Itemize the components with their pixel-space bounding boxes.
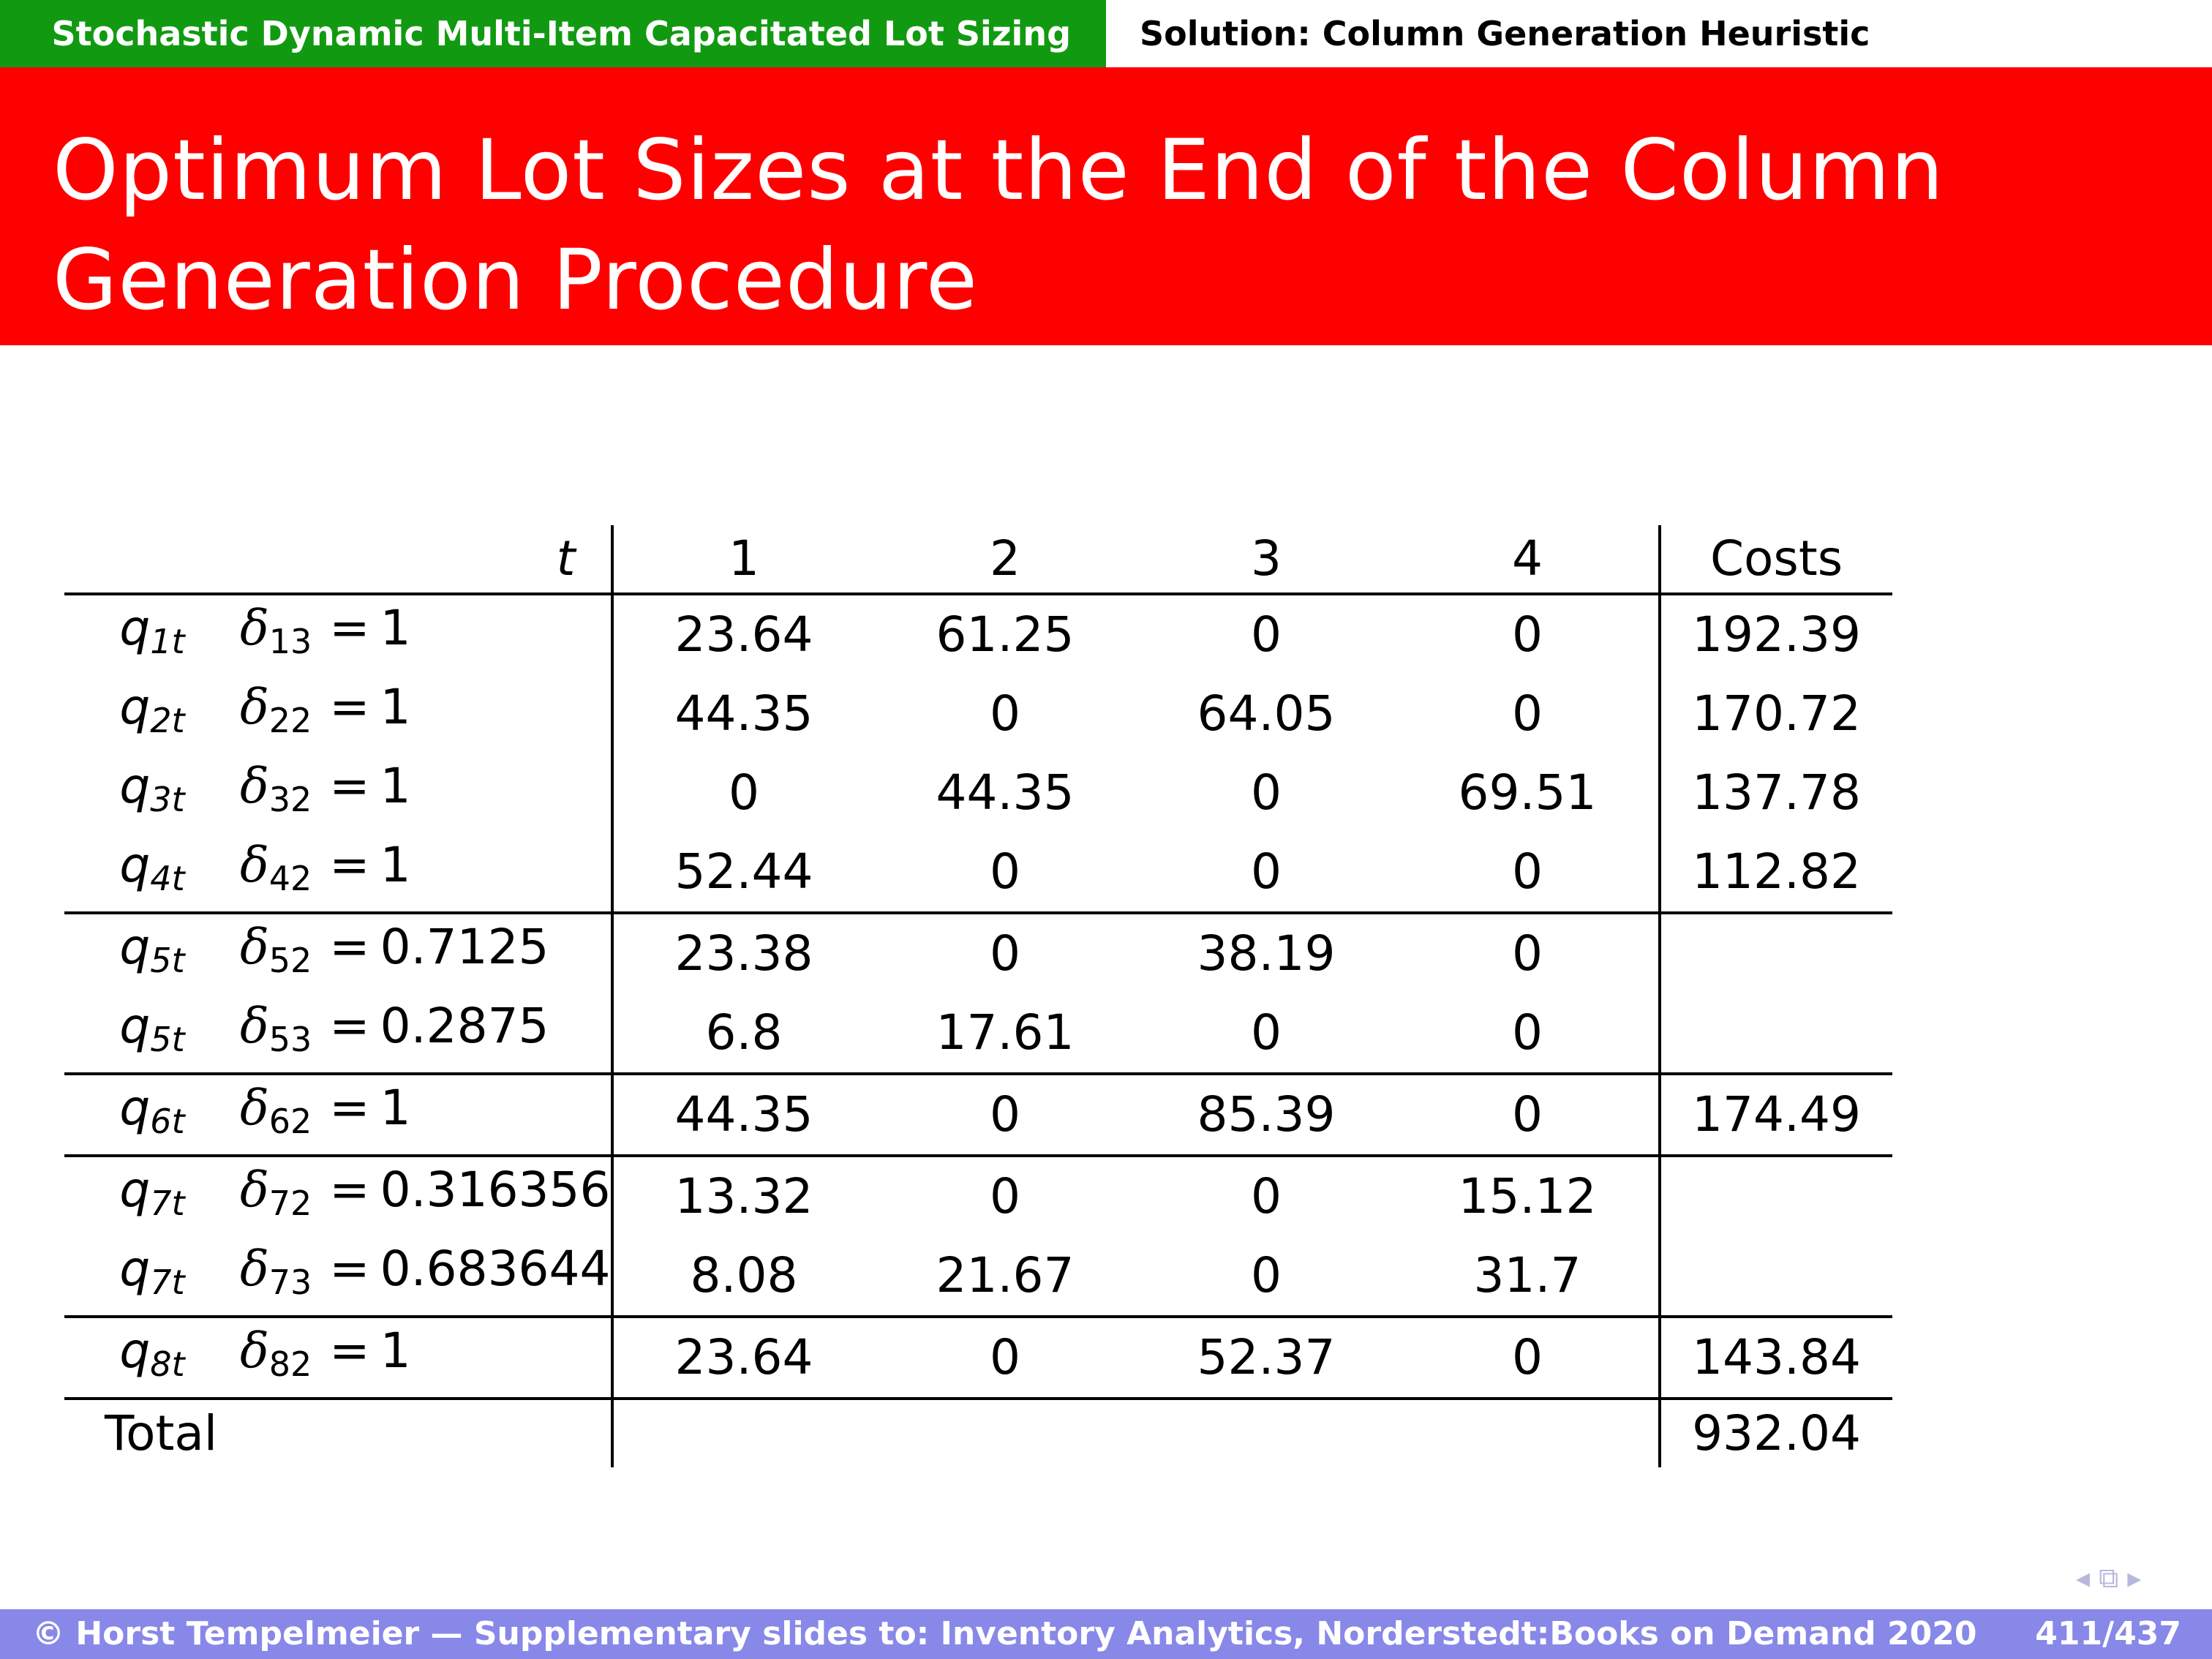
equals-sign: = — [329, 919, 370, 975]
table-row — [64, 753, 1892, 832]
total-empty-cell — [1397, 1399, 1660, 1467]
table-row — [64, 1317, 1892, 1399]
row-delta — [240, 1074, 612, 1156]
variable-subscript: 4t — [150, 859, 185, 898]
cost-cell — [1660, 993, 1892, 1074]
total-empty-cell — [1136, 1399, 1397, 1467]
row-delta — [240, 594, 612, 674]
arrow-left-icon[interactable]: ◂ — [2076, 1562, 2091, 1594]
equals-sign: = — [329, 837, 370, 893]
delta-value: 0.316356 — [380, 1162, 611, 1218]
delta-symbol: δ — [240, 758, 269, 814]
row-delta — [240, 674, 612, 753]
variable-subscript: 5t — [150, 1020, 185, 1059]
equals-sign: = — [329, 758, 370, 814]
lot-size-cell: 0 — [1251, 1168, 1282, 1224]
cost-cell: 143.84 — [1660, 1317, 1892, 1399]
delta-value: 1 — [380, 1323, 411, 1379]
total-cost: 932.04 — [1660, 1399, 1892, 1467]
lot-size-cell: 0 — [1251, 606, 1282, 663]
delta-value: 0.7125 — [380, 919, 549, 975]
total-empty-cell — [612, 1399, 875, 1467]
row-variable — [64, 1156, 240, 1236]
delta-value: 1 — [380, 1080, 411, 1136]
top-bar — [0, 0, 2212, 67]
delta-value: 1 — [380, 758, 411, 814]
delta-value: 0.2875 — [380, 998, 549, 1054]
header-period-4: 4 — [1512, 530, 1543, 587]
variable-subscript: 6t — [150, 1102, 185, 1141]
lot-size-cell: 0 — [1512, 606, 1543, 663]
table-row — [64, 1074, 1892, 1156]
cost-cell: 192.39 — [1660, 594, 1892, 674]
footer-text: © Horst Tempelmeier — Supplementary slides to: Inventory Analytics, Norderstedt:Books on Demand 2020 — [32, 1615, 1977, 1652]
header-period-1: 1 — [612, 525, 875, 594]
header-period-2: 2 — [990, 530, 1021, 587]
lot-size-cell: 44.35 — [612, 674, 875, 753]
lot-size-cell: 8.08 — [612, 1236, 875, 1317]
cost-cell — [1660, 1156, 1892, 1236]
delta-subscript: 32 — [268, 780, 312, 819]
lot-size-cell: 23.64 — [612, 1317, 875, 1399]
row-variable — [64, 1236, 240, 1317]
delta-value: 0.683644 — [380, 1241, 611, 1297]
total-empty-cell — [875, 1399, 1136, 1467]
slide-title: Optimum Lot Sizes at the End of the Column Generation Procedure — [53, 121, 1944, 328]
lot-size-cell: 0 — [1251, 764, 1282, 821]
lot-size-cell: 13.32 — [612, 1156, 875, 1236]
lot-size-cell: 85.39 — [1197, 1086, 1336, 1143]
lot-size-cell: 0 — [1251, 843, 1282, 900]
cost-cell: 112.82 — [1660, 832, 1892, 913]
variable-symbol: q — [119, 1080, 151, 1136]
variable-symbol: q — [119, 919, 151, 975]
delta-symbol: δ — [240, 919, 269, 975]
lot-size-cell: 0 — [1512, 1086, 1543, 1143]
header-costs: Costs — [1660, 525, 1892, 594]
lot-size-cell: 0 — [990, 843, 1021, 900]
lot-size-cell: 15.12 — [1458, 1168, 1597, 1224]
equals-sign: = — [329, 1080, 370, 1136]
table-row — [64, 594, 1892, 674]
lot-size-cell: 61.25 — [936, 606, 1075, 663]
lot-size-cell: 21.67 — [936, 1247, 1075, 1304]
delta-subscript: 82 — [268, 1344, 312, 1384]
slide-nav — [2076, 1560, 2193, 1596]
delta-value: 1 — [380, 837, 411, 893]
equals-sign: = — [329, 679, 370, 735]
cost-cell: 137.78 — [1660, 753, 1892, 832]
lot-size-cell: 0 — [990, 685, 1021, 742]
lot-size-cell: 0 — [990, 1168, 1021, 1224]
row-variable — [64, 1074, 240, 1156]
variable-subscript: 1t — [150, 622, 185, 661]
lot-size-cell: 0 — [1512, 1329, 1543, 1385]
table-row — [64, 1156, 1892, 1236]
header-t: t — [556, 530, 576, 587]
cost-cell — [1660, 913, 1892, 993]
lot-size-cell: 0 — [1512, 1004, 1543, 1061]
slide-title-bar — [0, 67, 2212, 345]
delta-symbol: δ — [240, 1080, 269, 1136]
header-period-3: 3 — [1251, 530, 1282, 587]
delta-symbol: δ — [240, 679, 269, 735]
delta-subscript: 52 — [268, 941, 312, 980]
row-delta — [240, 1236, 612, 1317]
lot-size-cell: 0 — [990, 1086, 1021, 1143]
section-title[interactable]: Stochastic Dynamic Multi-Item Capacitated Lot Sizing — [0, 0, 1106, 67]
variable-symbol: q — [119, 998, 151, 1054]
delta-symbol: δ — [240, 998, 269, 1054]
variable-subscript: 7t — [150, 1263, 185, 1302]
delta-symbol: δ — [240, 600, 269, 656]
lot-size-cell: 0 — [1512, 843, 1543, 900]
delta-symbol: δ — [240, 1162, 269, 1218]
lot-size-cell: 0 — [1512, 685, 1543, 742]
row-variable — [64, 1317, 240, 1399]
row-delta — [240, 753, 612, 832]
lot-size-cell: 17.61 — [936, 1004, 1075, 1061]
delta-value: 1 — [380, 600, 411, 656]
delta-subscript: 73 — [268, 1263, 312, 1302]
arrow-right-icon[interactable]: ▸ — [2127, 1562, 2142, 1594]
row-variable — [64, 832, 240, 913]
delta-value: 1 — [380, 679, 411, 735]
row-variable — [64, 993, 240, 1074]
delta-subscript: 42 — [268, 859, 312, 898]
lot-size-cell: 0 — [990, 1329, 1021, 1385]
delta-subscript: 13 — [268, 622, 312, 661]
variable-subscript: 3t — [150, 780, 185, 819]
lot-size-cell: 0 — [1251, 1004, 1282, 1061]
variable-subscript: 7t — [150, 1184, 185, 1223]
page-number: 411/437 — [2035, 1615, 2181, 1652]
delta-subscript: 72 — [268, 1184, 312, 1223]
variable-symbol: q — [119, 679, 151, 735]
cost-cell: 170.72 — [1660, 674, 1892, 753]
lot-size-cell: 0 — [1512, 925, 1543, 982]
row-delta — [240, 913, 612, 993]
equals-sign: = — [329, 1241, 370, 1297]
row-delta — [240, 1156, 612, 1236]
lot-size-table — [64, 525, 1892, 1467]
variable-symbol: q — [119, 758, 151, 814]
table-header-row — [64, 525, 1892, 594]
delta-symbol: δ — [240, 1241, 269, 1297]
equals-sign: = — [329, 998, 370, 1054]
variable-symbol: q — [119, 1323, 151, 1379]
row-delta — [240, 993, 612, 1074]
variable-symbol: q — [119, 1241, 151, 1297]
table-row — [64, 993, 1892, 1074]
subsection-title[interactable]: Solution: Column Generation Heuristic — [1140, 14, 1870, 53]
row-delta — [240, 1317, 612, 1399]
delta-subscript: 53 — [268, 1020, 312, 1059]
lot-size-cell: 52.37 — [1197, 1329, 1336, 1385]
lot-size-cell: 0 — [612, 753, 875, 832]
variable-subscript: 2t — [150, 701, 185, 740]
table-row — [64, 832, 1892, 913]
variable-symbol: q — [119, 600, 151, 656]
row-delta — [240, 832, 612, 913]
lot-size-cell: 38.19 — [1197, 925, 1336, 982]
lot-size-cell: 64.05 — [1197, 685, 1336, 742]
variable-subscript: 5t — [150, 941, 185, 980]
total-label: Total — [105, 1405, 218, 1462]
row-variable — [64, 753, 240, 832]
equals-sign: = — [329, 1162, 370, 1218]
total-row — [64, 1399, 1892, 1467]
variable-symbol: q — [119, 837, 151, 893]
table-row — [64, 913, 1892, 993]
cost-cell — [1660, 1236, 1892, 1317]
lot-size-cell: 0 — [1251, 1247, 1282, 1304]
variable-symbol: q — [119, 1162, 151, 1218]
table-row — [64, 674, 1892, 753]
equals-sign: = — [329, 1323, 370, 1379]
header-blank — [64, 525, 240, 594]
lot-size-cell: 23.64 — [612, 594, 875, 674]
delta-subscript: 22 — [268, 701, 312, 740]
footer-bar — [0, 1609, 2212, 1659]
delta-subscript: 62 — [268, 1102, 312, 1141]
lot-size-cell: 44.35 — [612, 1074, 875, 1156]
frame-icon[interactable]: ⧉ — [2099, 1562, 2119, 1594]
row-variable — [64, 674, 240, 753]
lot-size-cell: 69.51 — [1458, 764, 1597, 821]
row-variable — [64, 594, 240, 674]
delta-symbol: δ — [240, 837, 269, 893]
lot-size-cell: 6.8 — [612, 993, 875, 1074]
equals-sign: = — [329, 600, 370, 656]
lot-size-cell: 44.35 — [936, 764, 1075, 821]
lot-size-cell: 0 — [990, 925, 1021, 982]
delta-symbol: δ — [240, 1323, 269, 1379]
lot-size-cell: 52.44 — [612, 832, 875, 913]
lot-size-cell: 31.7 — [1473, 1247, 1581, 1304]
cost-cell: 174.49 — [1660, 1074, 1892, 1156]
row-variable — [64, 913, 240, 993]
lot-size-cell: 23.38 — [612, 913, 875, 993]
variable-subscript: 8t — [150, 1344, 185, 1384]
table-row — [64, 1236, 1892, 1317]
